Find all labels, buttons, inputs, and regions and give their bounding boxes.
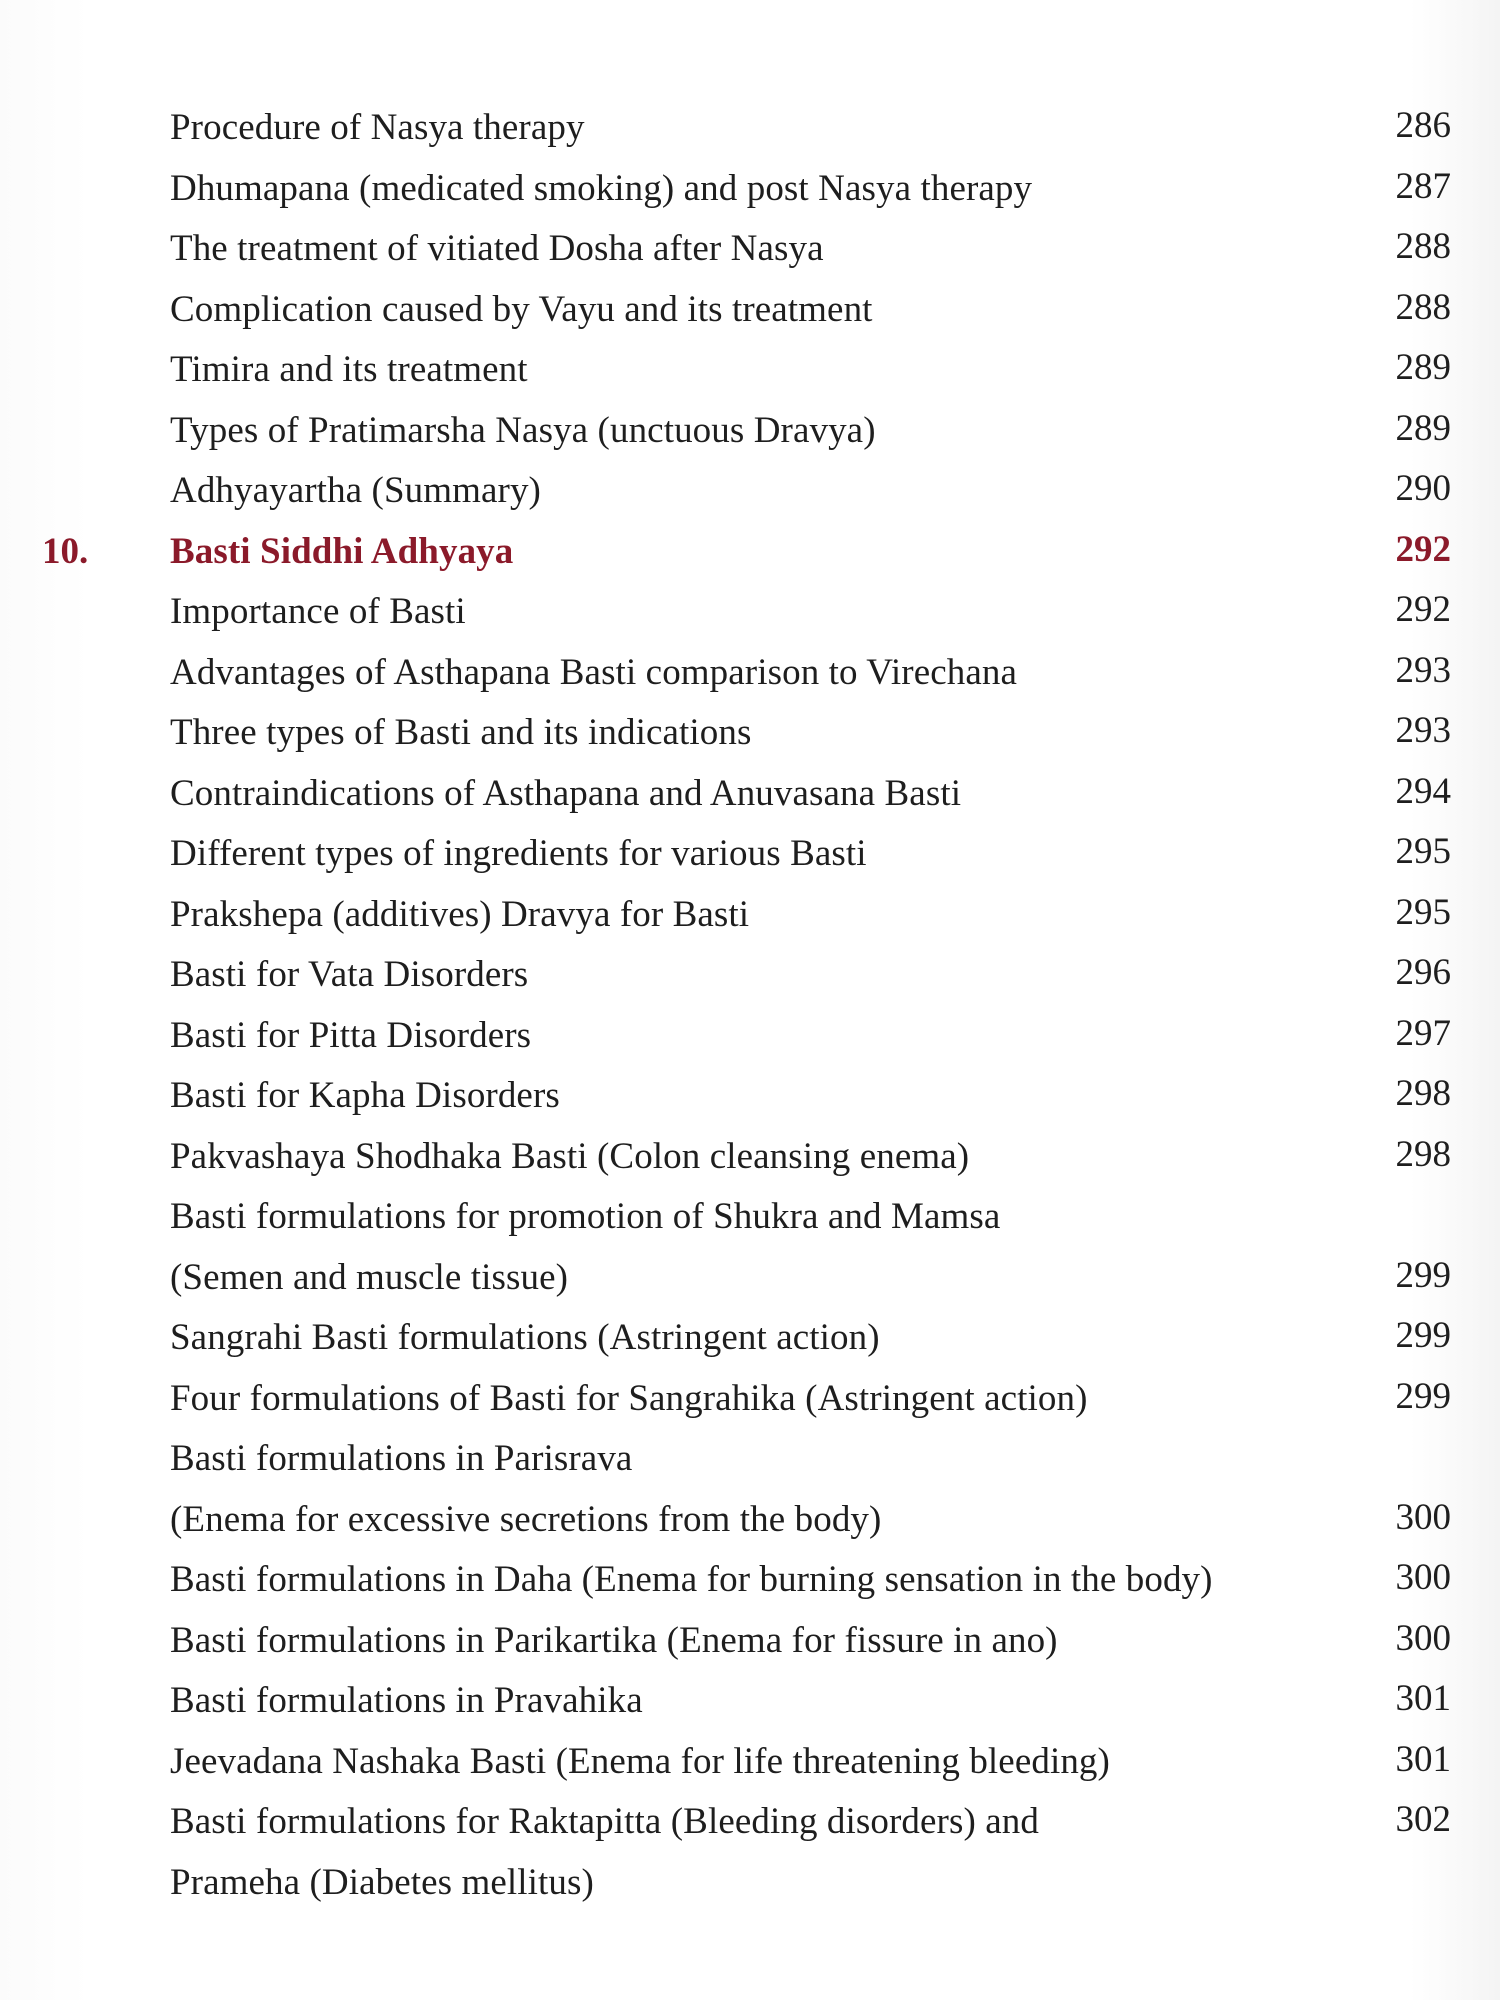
toc-entry — [0, 1556, 1500, 1617]
toc-entry-title: Basti formulations in Parikartika (Enema for fissure in ano) — [170, 1619, 1058, 1661]
toc-entry-title: Jeevadana Nashaka Basti (Enema for life threatening bleeding) — [170, 1740, 1110, 1782]
toc-entry-title: Basti Siddhi Adhyaya — [170, 530, 514, 572]
toc-entry-page-number: 302 — [1395, 1799, 1451, 1840]
toc-entry — [0, 346, 1500, 407]
toc-entry-title: (Semen and muscle tissue) — [170, 1256, 569, 1298]
toc-entry-title: Timira and its treatment — [170, 349, 528, 390]
toc-entry-page-number: 287 — [1395, 165, 1451, 207]
toc-entry-page-number: 297 — [1395, 1012, 1451, 1054]
toc-entry-number: 10. — [42, 530, 89, 572]
toc-entry-page-number: 288 — [1395, 226, 1451, 267]
toc-entry-page-number: 295 — [1395, 891, 1451, 933]
toc-entry-title: Basti for Vata Disorders — [170, 954, 529, 995]
toc-entry-page-number: 296 — [1395, 952, 1451, 993]
toc-entry-title: Basti formulations for Raktapitta (Bleeding disorders) and — [170, 1801, 1039, 1842]
toc-entry-page-number: 300 — [1395, 1496, 1451, 1538]
toc-entry-title: Complication caused by Vayu and its treatment — [170, 288, 873, 330]
toc-entry — [0, 770, 1500, 831]
toc-entry-title: Basti formulations in Pravahika — [170, 1680, 643, 1721]
toc-entry — [0, 951, 1500, 1012]
toc-entry-page-number: 288 — [1395, 286, 1451, 328]
toc-entry-title: Four formulations of Basti for Sangrahika (Astringent action) — [170, 1377, 1088, 1419]
toc-entry-title: Prakshepa (additives) Dravya for Basti — [170, 893, 750, 935]
toc-entry-title: Three types of Basti and its indications — [170, 712, 752, 753]
toc-entry-page-number: 301 — [1395, 1738, 1451, 1780]
toc-entry — [0, 709, 1500, 770]
toc-entry-title: Dhumapana (medicated smoking) and post Nasya therapy — [170, 167, 1033, 209]
table-of-contents — [0, 104, 1500, 1919]
toc-entry-title: Basti formulations in Parisrava — [170, 1438, 633, 1479]
toc-entry-page-number: 295 — [1395, 831, 1451, 872]
toc-entry — [0, 830, 1500, 891]
toc-entry — [0, 467, 1500, 528]
toc-entry-title: Importance of Basti — [170, 591, 466, 632]
toc-entry — [0, 649, 1500, 710]
toc-entry — [0, 1375, 1500, 1436]
toc-entry-page-number: 294 — [1395, 770, 1451, 812]
toc-entry — [0, 891, 1500, 952]
toc-entry — [0, 407, 1500, 468]
toc-entry-page-number: 300 — [1395, 1617, 1451, 1659]
toc-entry-page-number: 293 — [1395, 649, 1451, 691]
toc-entry-title: Prameha (Diabetes mellitus) — [170, 1861, 594, 1903]
toc-entry — [0, 1617, 1500, 1678]
toc-entry-title: Basti formulations in Daha (Enema for burning sensation in the body) — [170, 1559, 1213, 1600]
toc-entry-page-number: 298 — [1395, 1073, 1451, 1114]
toc-entry-page-number: 299 — [1395, 1315, 1451, 1356]
toc-entry-title: Contraindications of Asthapana and Anuvasana Basti — [170, 772, 962, 814]
toc-entry-title: (Enema for excessive secretions from the body) — [170, 1498, 882, 1540]
toc-entry-title: Basti for Kapha Disorders — [170, 1075, 560, 1116]
toc-entry-title: Basti formulations for promotion of Shukra and Mamsa — [170, 1196, 1001, 1237]
toc-entry — [0, 1072, 1500, 1133]
toc-entry — [0, 1133, 1500, 1194]
toc-entry-page-number: 290 — [1395, 468, 1451, 509]
toc-entry-title: Basti for Pitta Disorders — [170, 1014, 532, 1056]
toc-entry-title: Adhyayartha (Summary) — [170, 470, 541, 511]
toc-entry-title: The treatment of vitiated Dosha after Nasya — [170, 228, 824, 269]
toc-entry-title: Sangrahi Basti formulations (Astringent action) — [170, 1317, 880, 1358]
toc-entry-title: Types of Pratimarsha Nasya (unctuous Dravya) — [170, 409, 876, 451]
toc-entry — [0, 1496, 1500, 1557]
toc-entry — [0, 1012, 1500, 1073]
toc-entry-page-number: 292 — [1395, 589, 1451, 630]
toc-chapter-heading — [0, 528, 1500, 589]
toc-entry-page-number: 289 — [1395, 347, 1451, 388]
toc-entry — [0, 1314, 1500, 1375]
toc-entry-page-number: 301 — [1395, 1678, 1451, 1719]
toc-entry — [0, 1859, 1500, 1920]
toc-entry — [0, 165, 1500, 226]
toc-entry-page-number: 298 — [1395, 1133, 1451, 1175]
toc-entry-page-number: 293 — [1395, 710, 1451, 751]
toc-entry — [0, 1435, 1500, 1496]
toc-entry-page-number: 289 — [1395, 407, 1451, 449]
toc-entry — [0, 1798, 1500, 1859]
toc-entry — [0, 1193, 1500, 1254]
toc-entry — [0, 588, 1500, 649]
toc-entry — [0, 286, 1500, 347]
toc-entry-page-number: 292 — [1395, 528, 1451, 570]
toc-entry-title: Advantages of Asthapana Basti comparison to Virechana — [170, 651, 1017, 693]
toc-entry-title: Procedure of Nasya therapy — [170, 107, 585, 148]
toc-entry-page-number: 299 — [1395, 1254, 1451, 1296]
toc-entry — [0, 1738, 1500, 1799]
toc-entry — [0, 104, 1500, 165]
toc-entry-title: Pakvashaya Shodhaka Basti (Colon cleansing enema) — [170, 1135, 970, 1177]
toc-entry-page-number: 299 — [1395, 1375, 1451, 1417]
toc-entry — [0, 1677, 1500, 1738]
toc-entry — [0, 1254, 1500, 1315]
toc-entry — [0, 225, 1500, 286]
toc-entry-page-number: 300 — [1395, 1557, 1451, 1598]
toc-entry-title: Different types of ingredients for various Basti — [170, 833, 867, 874]
toc-entry-page-number: 286 — [1395, 105, 1451, 146]
